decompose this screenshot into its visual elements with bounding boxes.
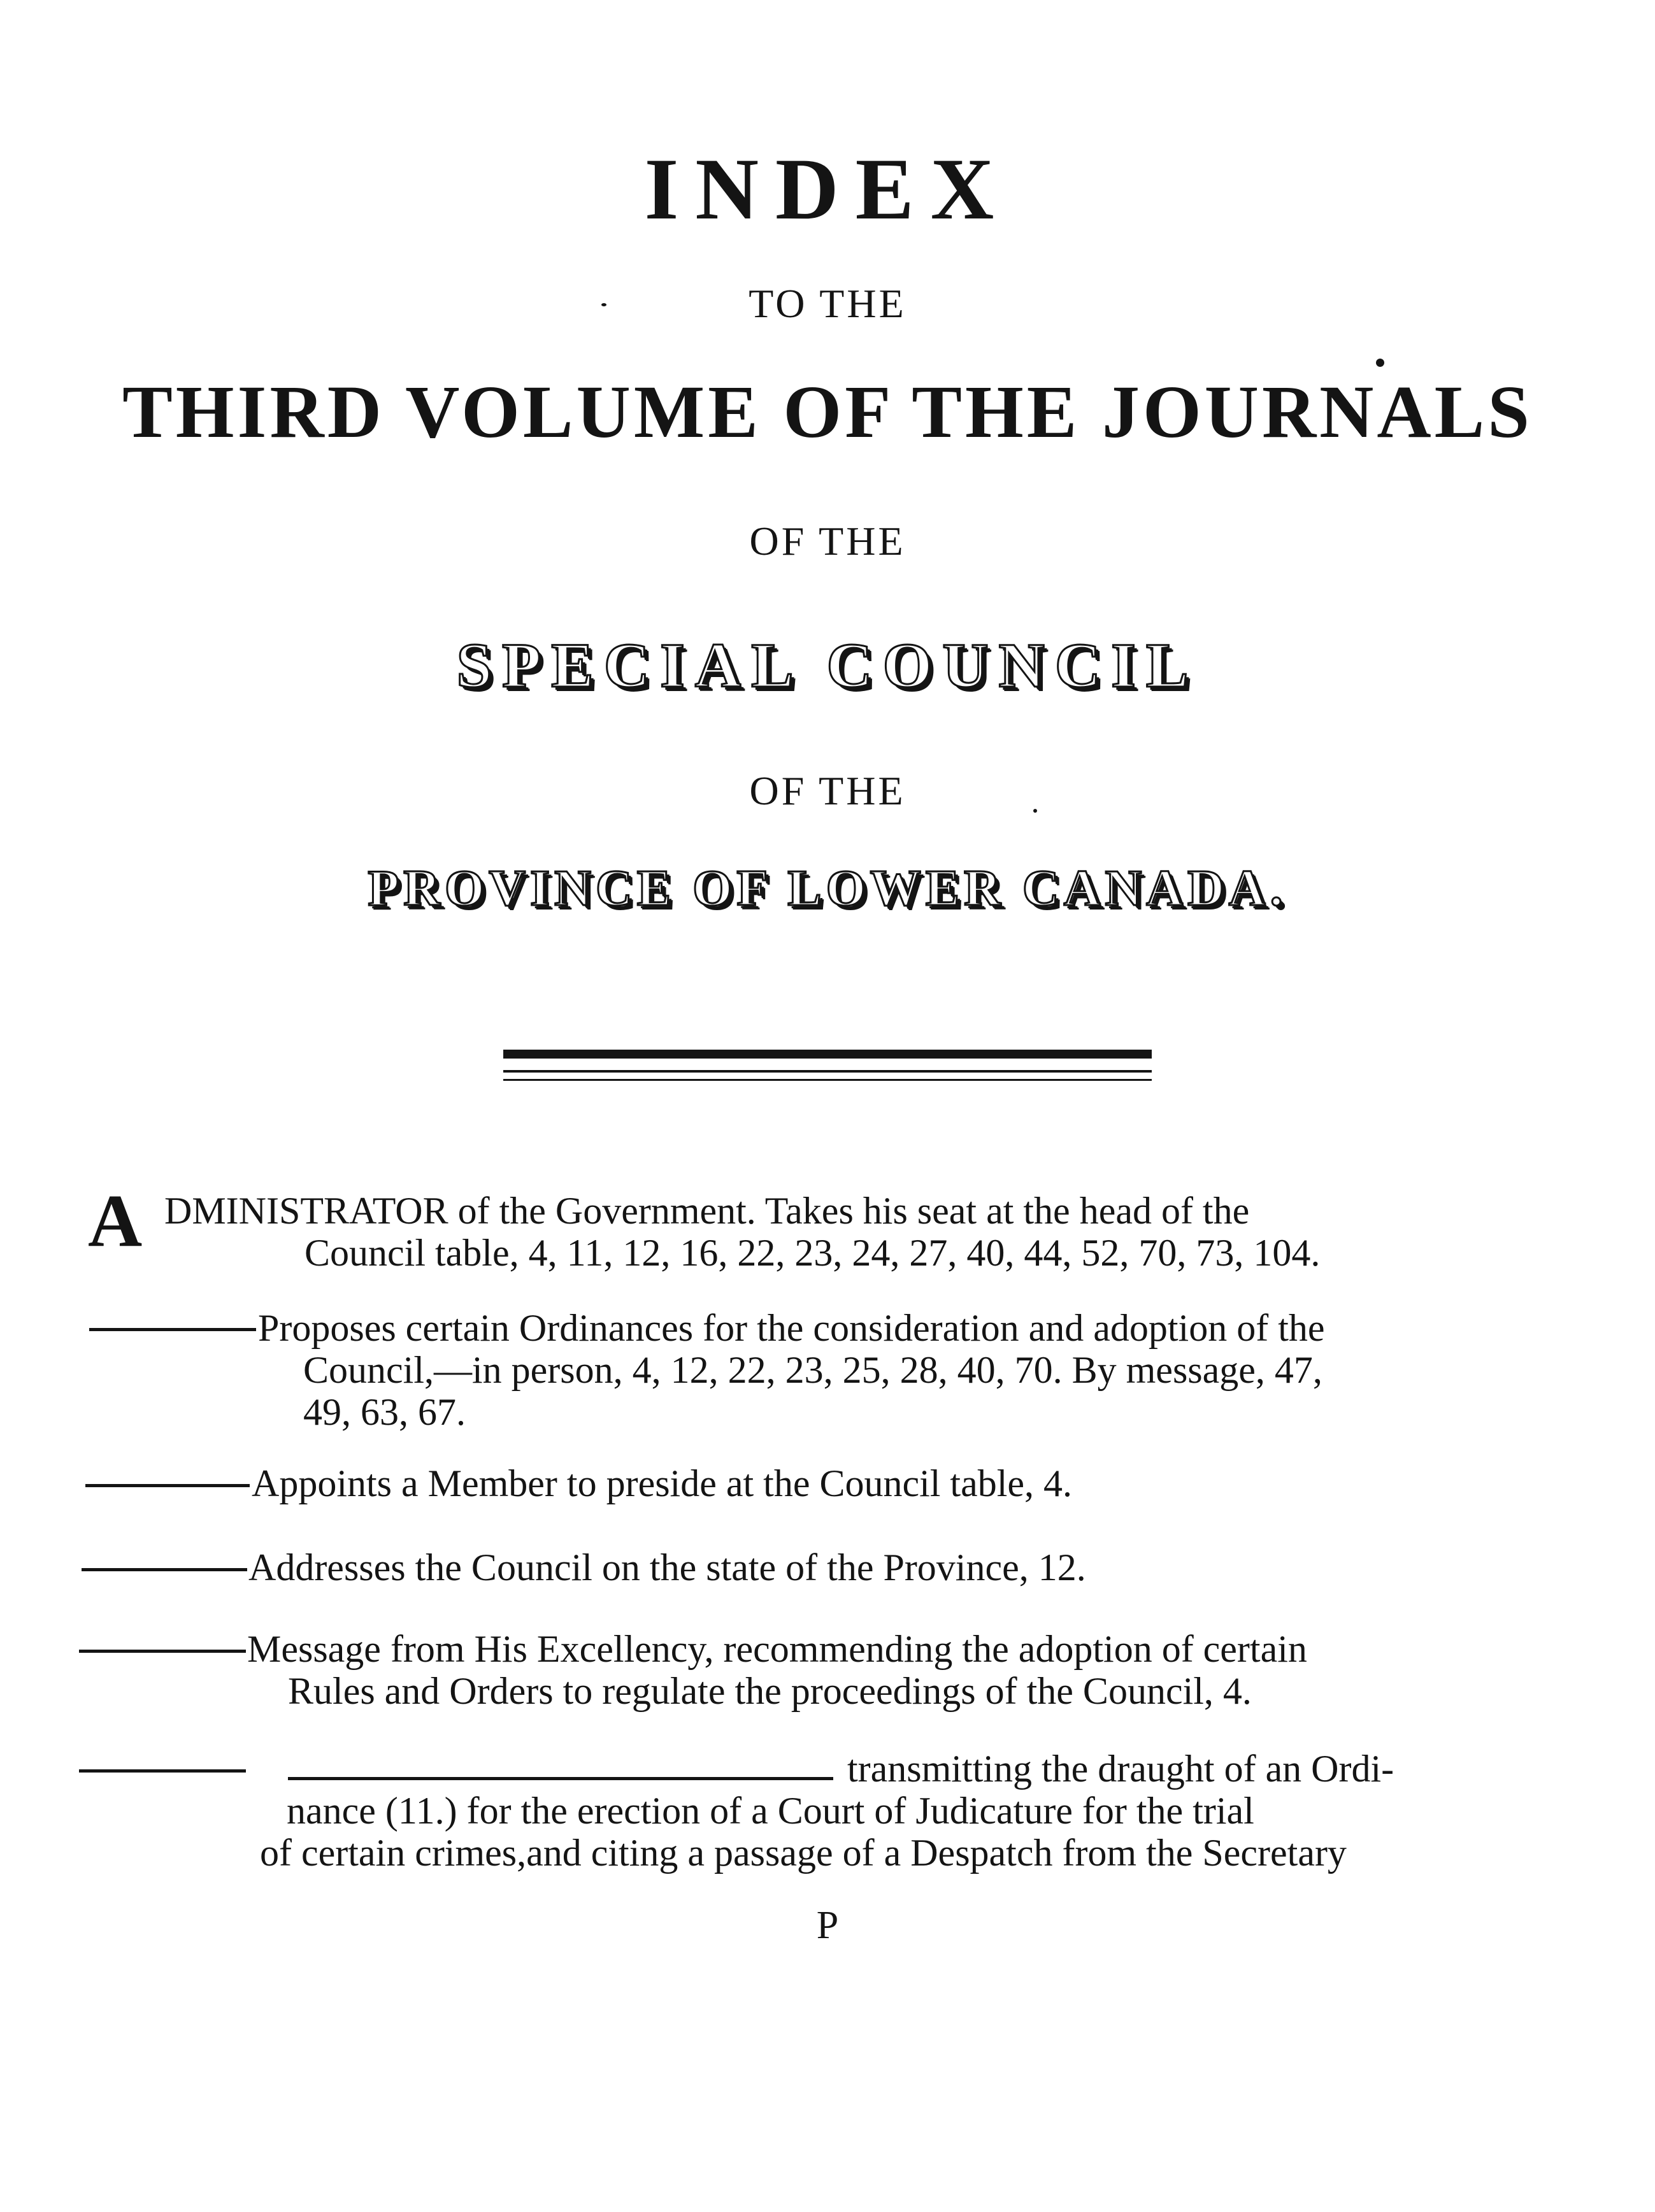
of-the-line-2: OF THE — [749, 768, 906, 813]
entry-line: DMINISTRATOR of the Government. Takes his seat at the head of the — [164, 1190, 1250, 1232]
entry-line: Addresses the Council on the state of the Province, 12. — [248, 1546, 1086, 1588]
special-council-title: SPECIAL COUNCIL — [456, 630, 1199, 701]
drop-cap: A — [88, 1179, 143, 1262]
entry-line: Proposes certain Ordinances for the consideration and adoption of the — [258, 1307, 1325, 1349]
province-title: PROVINCE OF LOWER CANADA. — [368, 860, 1287, 917]
printing-speck — [1033, 809, 1037, 813]
entry-line: Council table, 4, 11, 12, 16, 22, 23, 24, 27, 40, 44, 52, 70, 73, 104. — [304, 1232, 1321, 1274]
double-rule-thin — [503, 1070, 1152, 1073]
printing-speck — [1376, 359, 1384, 367]
entry-line: of certain crimes,and citing a passage of a Despatch from the Secretary — [260, 1832, 1347, 1874]
printing-speck — [601, 303, 606, 306]
entry-line: 49, 63, 67. — [303, 1391, 466, 1433]
entry-dash — [85, 1484, 250, 1487]
entry-dash — [79, 1769, 246, 1773]
entry-dash — [82, 1568, 247, 1571]
double-rule-thick — [503, 1050, 1152, 1059]
of-the-line-1: OF THE — [749, 518, 906, 564]
entry-line: Rules and Orders to regulate the proceedings of the Council, 4. — [288, 1670, 1252, 1712]
entry-dash — [288, 1777, 833, 1780]
to-the-line: TO THE — [749, 281, 906, 326]
signature-mark: P — [816, 1904, 839, 1947]
volume-title: THIRD VOLUME OF THE JOURNALS — [122, 370, 1533, 453]
entry-line: Message from His Excellency, recommending the adoption of certain — [247, 1628, 1307, 1670]
index-heading: INDEX — [644, 140, 1011, 238]
entry-line: transmitting the draught of an Ordi- — [847, 1748, 1394, 1790]
entry-line: Council,—in person, 4, 12, 22, 23, 25, 28, 40, 70. By message, 47, — [303, 1349, 1322, 1391]
entry-dash — [89, 1328, 256, 1331]
double-rule-thin — [503, 1079, 1152, 1081]
entry-line: Appoints a Member to preside at the Council table, 4. — [252, 1462, 1073, 1504]
entry-dash — [79, 1650, 246, 1653]
entry-line: nance (11.) for the erection of a Court of Judicature for the trial — [287, 1790, 1254, 1832]
